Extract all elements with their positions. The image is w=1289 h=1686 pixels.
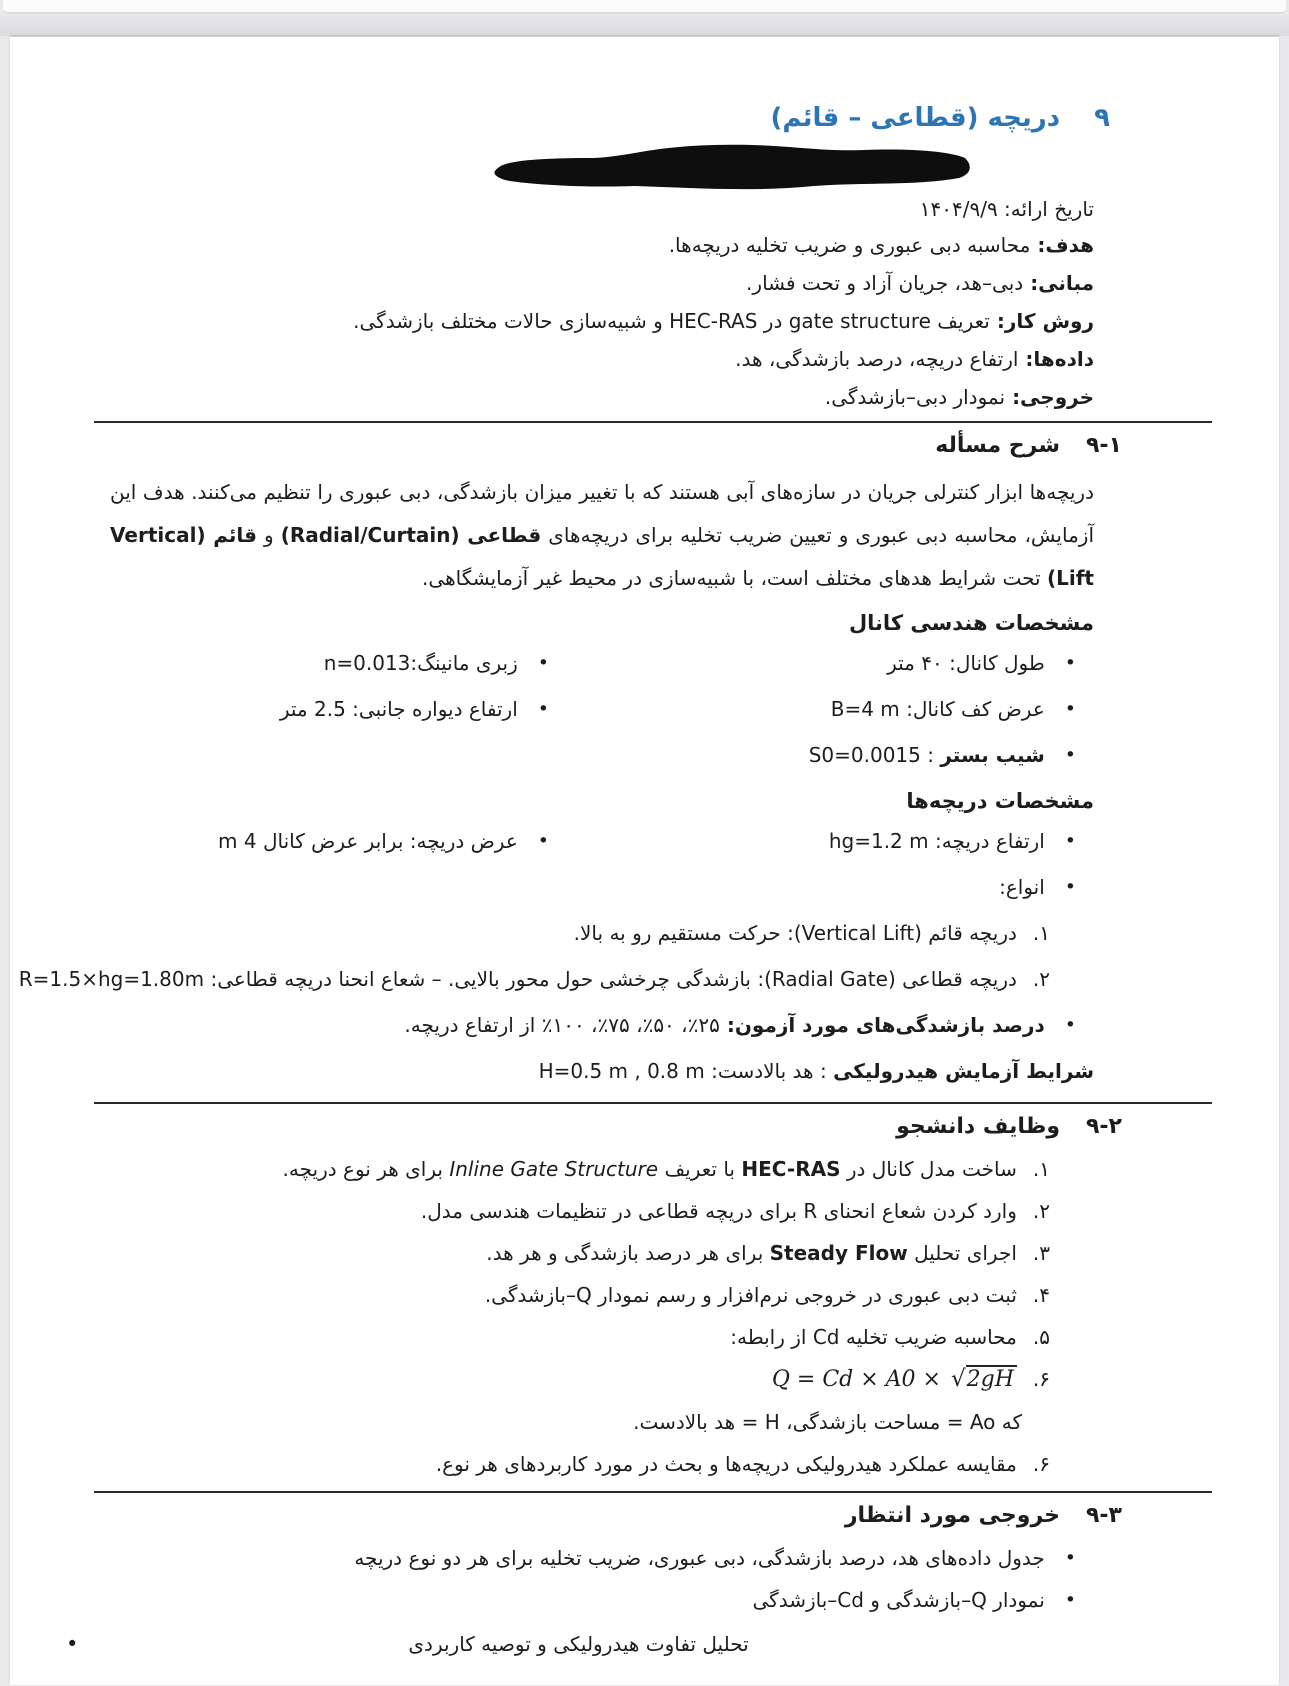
task-4-text: ثبت دبی عبوری در خروجی نرم‌افزار و رسم نمودار Q–بازشدگی. — [484, 1283, 1017, 1307]
discharge-formula — [772, 1364, 1017, 1395]
gate-types-label: انواع: — [999, 875, 1045, 899]
expected-output-1-text: جدول داده‌های هد، درصد بازشدگی، دبی عبوری، ضریب تخلیه برای هر دو نوع دریچه — [354, 1546, 1045, 1570]
hydraulic-conditions-line — [110, 1056, 1094, 1086]
task-5-number: ۵. — [1032, 1325, 1050, 1349]
goal-label: هدف: — [1037, 233, 1094, 257]
task-1-number: ۱. — [1032, 1157, 1050, 1181]
section-1-number: ۹-۱ — [1086, 433, 1122, 458]
chapter-number: ۹ — [1094, 103, 1110, 133]
section-1-heading — [110, 431, 1122, 461]
basis-line — [110, 269, 1094, 297]
channel-specs-heading: مشخصات هندسی کانال — [848, 611, 1094, 635]
gate-specs-row — [110, 826, 1094, 872]
task-4-number: ۴. — [1032, 1283, 1050, 1307]
problem-paragraph — [110, 471, 1094, 600]
output-label: خروجی: — [1012, 385, 1094, 409]
bed-slope-value: : S0=0.0015 — [808, 743, 941, 767]
section-divider-3 — [94, 1491, 1212, 1493]
expected-output-3-item — [66, 1629, 1094, 1659]
paragraph-seg-vertical: قائم (Vertical Lift) — [110, 523, 1094, 590]
previous-page-edge — [3, 0, 1286, 14]
bullet-icon: • — [1064, 876, 1076, 898]
radical-sign: √ — [950, 1366, 966, 1392]
section-3-heading — [110, 1501, 1122, 1531]
page-gap — [0, 14, 1289, 36]
bullet-icon: • — [1064, 744, 1076, 766]
method-label: روش کار: — [996, 309, 1094, 333]
date-line: تاریخ ارائه: ۱۴۰۴/۹/۹ — [919, 197, 1094, 221]
paragraph-seg-4: تحت شرایط هدهای مختلف است، با شبیه‌سازی در محیط غیر آزمایشگاهی. — [422, 566, 1047, 590]
basis-label: مبانی: — [1030, 271, 1094, 295]
formula-expression: Q = Cd × A0 × — [771, 1367, 941, 1392]
gate-type-2-number: ۲. — [1032, 967, 1050, 991]
task-6-text: مقایسه عملکرد هیدرولیکی دریچه‌ها و بحث در مورد کاربردهای هر نوع. — [435, 1452, 1017, 1476]
bed-slope-label: شیب بستر — [940, 743, 1045, 767]
section-2-heading — [110, 1112, 1122, 1142]
task-5-item — [110, 1322, 1094, 1352]
data-line — [110, 345, 1094, 373]
section-3-number: ۹-۳ — [1086, 1503, 1122, 1528]
section-3-title: خروجی مورد انتظار — [844, 1503, 1060, 1528]
openings-text: ۲۵٪، ۵۰٪، ۷۵٪، ۱۰۰٪ از ارتفاع دریچه. — [404, 1013, 720, 1037]
redaction-marker-bar — [484, 139, 974, 193]
bullet-icon: • — [1064, 652, 1076, 674]
chapter-title-text: دریچه (قطاعی – قائم) — [770, 103, 1061, 133]
section-2-title: وظایف دانشجو — [896, 1114, 1060, 1139]
channel-width-item — [637, 694, 1094, 724]
task-1-seg-italic: Inline Gate Structure — [449, 1157, 659, 1181]
summary-block — [110, 231, 1094, 411]
task-1-seg-bold: HEC-RAS — [741, 1157, 841, 1181]
manning-text: زبری مانینگ:n=0.013 — [323, 651, 518, 675]
gate-type-1-item — [110, 918, 1094, 948]
bullet-icon: • — [537, 830, 549, 852]
gate-type-1-number: ۱. — [1032, 921, 1050, 945]
task-1-seg-mid: با تعریف — [658, 1157, 742, 1181]
expected-output-3-text: تحلیل تفاوت هیدرولیکی و توصیه کاربردی — [408, 1632, 749, 1656]
basis-text: دبی–هد، جریان آزاد و تحت فشار. — [746, 271, 1024, 295]
output-line — [110, 383, 1094, 411]
gate-specs-heading: مشخصات دریچه‌ها — [906, 789, 1094, 813]
data-label: داده‌ها: — [1025, 347, 1094, 371]
hydraulic-text: : هد بالادست: H=0.5 m , 0.8 m — [538, 1059, 834, 1083]
task-3-seg-pre: اجرای تحلیل — [907, 1241, 1017, 1265]
redaction-row — [110, 139, 1094, 193]
task-5-text: محاسبه ضریب تخلیه Cd از رابطه: — [730, 1325, 1017, 1349]
task-3-seg-bold: Steady Flow — [769, 1241, 908, 1265]
discharge-formula-item — [110, 1364, 1094, 1395]
sidewall-text: ارتفاع دیواره جانبی: 2.5 متر — [279, 697, 518, 721]
gate-width-item — [110, 826, 567, 856]
gate-width-text: عرض دریچه: برابر عرض کانال 4 m — [218, 829, 518, 853]
formula-number: ۶. — [1032, 1367, 1050, 1391]
channel-specs-row-2 — [110, 694, 1094, 740]
channel-length-item — [637, 648, 1094, 678]
bullet-icon: • — [1064, 830, 1076, 852]
gate-height-cell — [637, 826, 1094, 872]
hydraulic-label: شرایط آزمایش هیدرولیکی — [833, 1059, 1094, 1083]
chapter-title — [110, 101, 1110, 135]
gate-type-1-text: دریچه قائم (Vertical Lift): حرکت مستقیم رو به بالا. — [573, 921, 1017, 945]
task-3-number: ۳. — [1032, 1241, 1050, 1265]
bullet-icon: • — [1064, 1589, 1076, 1611]
data-text: ارتفاع دریچه، درصد بازشدگی، هد. — [735, 347, 1019, 371]
document-page — [10, 36, 1279, 1685]
channel-width-text: عرض کف کانال: B=4 m — [830, 697, 1045, 721]
manning-item — [110, 648, 567, 678]
task-3-text — [486, 1238, 1017, 1268]
bullet-icon: • — [1064, 1547, 1076, 1569]
bullet-icon: • — [1064, 698, 1076, 720]
task-1-seg-post: برای هر نوع دریچه. — [282, 1157, 450, 1181]
bullet-icon: • — [1064, 1014, 1076, 1036]
section-1-title: شرح مسأله — [935, 433, 1060, 458]
task-6-number: ۶. — [1032, 1452, 1050, 1476]
gate-type-2-item — [18, 964, 1094, 994]
page-content — [10, 37, 1279, 1659]
channel-length-text: طول کانال: ۴۰ متر — [887, 651, 1045, 675]
gate-width-cell — [110, 826, 637, 872]
bed-slope-text — [809, 740, 1045, 770]
goal-text: محاسبه دبی عبوری و ضریب تخلیه دریچه‌ها. — [668, 233, 1031, 257]
bullet-icon: • — [66, 1632, 79, 1656]
paragraph-seg-0: دریچه‌ها ابزار کنترلی جریان در سازه‌های آبی هستند که با تغییر میزان بازشدگی، دبی عبوری را تنظیم می‌کنند. هدف این آزمایش، محاسبه دبی عبوری و تعیین ضریب تخلیه برای دریچه‌های — [110, 480, 1094, 547]
bullet-icon: • — [537, 652, 549, 674]
openings-item — [110, 1010, 1094, 1040]
paragraph-seg-radial: قطاعی (Radial/Curtain) — [280, 523, 542, 547]
method-line — [110, 307, 1094, 335]
openings-text-wrap — [404, 1010, 1044, 1040]
method-text: تعریف gate structure در HEC-RAS و شبیه‌سازی حالات مختلف بازشدگی. — [353, 309, 990, 333]
channel-length-cell — [637, 648, 1094, 694]
gate-types-label-item — [110, 872, 1094, 902]
paragraph-seg-2: و — [257, 523, 281, 547]
bullet-icon: • — [537, 698, 549, 720]
section-divider-1 — [94, 421, 1212, 423]
channel-specs-row-1 — [110, 648, 1094, 694]
gate-type-2-text: دریچه قطاعی (Radial Gate): بازشدگی چرخشی حول محور بالایی. – شعاع انحنا دریچه قطاعی: R=1.5×hg=1.80m — [18, 967, 1017, 991]
task-3-seg-post: برای هر درصد بازشدگی و هر هد. — [486, 1241, 770, 1265]
formula-note-line: که Ao = مساحت بازشدگی، H = هد بالادست. — [633, 1410, 1022, 1434]
expected-output-2-text: نمودار Q–بازشدگی و Cd–بازشدگی — [752, 1588, 1045, 1612]
expected-output-1-item — [110, 1543, 1094, 1573]
expected-output-2-item — [110, 1585, 1094, 1615]
task-2-number: ۲. — [1032, 1199, 1050, 1223]
manning-cell — [110, 648, 637, 694]
bed-slope-item — [110, 740, 1094, 770]
task-1-text — [283, 1154, 1017, 1184]
goal-line — [110, 231, 1094, 259]
formula-radicand: 2gH — [966, 1365, 1017, 1392]
task-4-item — [110, 1280, 1094, 1310]
section-2-number: ۹-۲ — [1086, 1114, 1122, 1139]
task-1-seg-pre: ساخت مدل کانال در — [840, 1157, 1017, 1181]
output-text: نمودار دبی–بازشدگی. — [824, 385, 1006, 409]
task-3-item — [110, 1238, 1094, 1268]
task-2-text: وارد کردن شعاع انحنای R برای دریچه قطاعی در تنظیمات هندسی مدل. — [420, 1199, 1017, 1223]
openings-label: درصد بازشدگی‌های مورد آزمون: — [726, 1013, 1045, 1037]
task-6-item — [110, 1449, 1094, 1479]
sidewall-item — [110, 694, 567, 724]
section-divider-2 — [94, 1102, 1212, 1104]
channel-width-cell — [637, 694, 1094, 740]
task-2-item — [110, 1196, 1094, 1226]
task-1-item — [110, 1154, 1094, 1184]
sidewall-cell — [110, 694, 637, 740]
gate-height-text: ارتفاع دریچه: hg=1.2 m — [828, 829, 1045, 853]
gate-height-item — [637, 826, 1094, 856]
